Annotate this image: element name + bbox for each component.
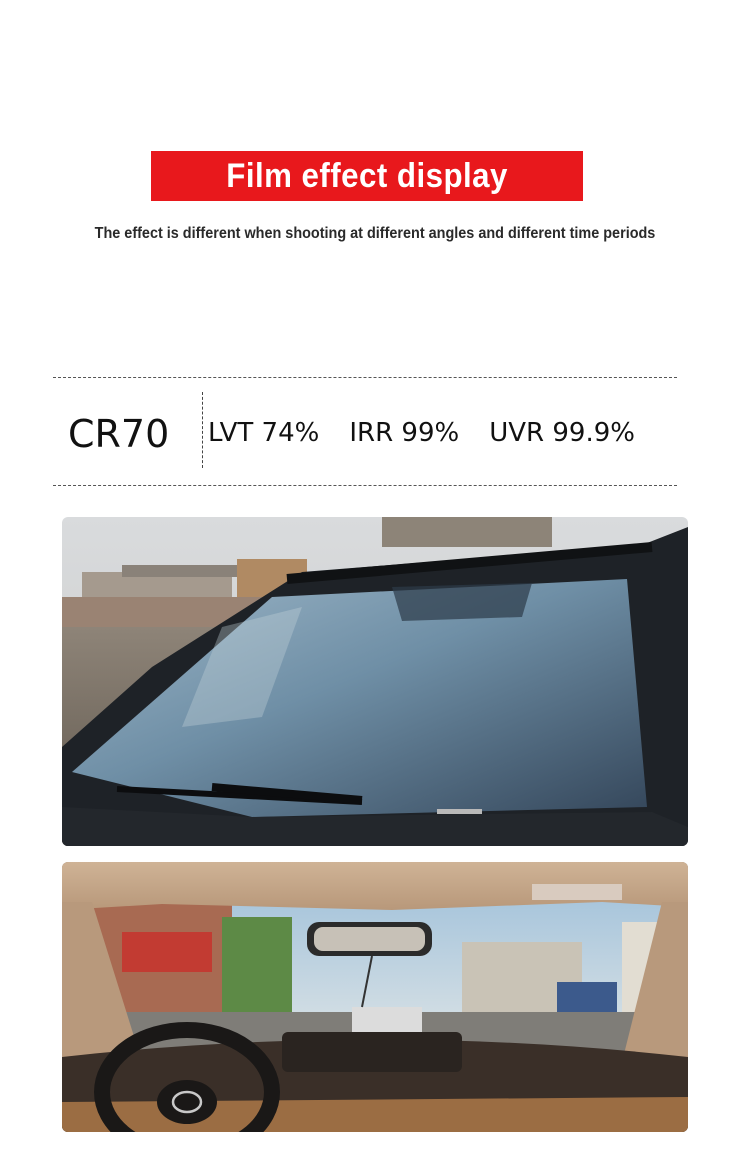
spec-uvr: UVR 99.9% — [489, 418, 635, 448]
title-banner — [151, 151, 583, 201]
title-text: Film effect display — [226, 156, 508, 195]
windshield-interior-photo — [62, 862, 688, 1132]
spec-list — [208, 415, 635, 451]
product-model: CR70 — [68, 412, 170, 456]
windshield-exterior-photo — [62, 517, 688, 846]
spec-lvt: LVT 74% — [208, 418, 320, 448]
divider-top — [53, 377, 677, 378]
divider-bottom — [53, 485, 677, 486]
spec-irr: IRR 99% — [349, 418, 460, 448]
subtitle: The effect is different when shooting at different angles and different time periods — [94, 225, 656, 242]
vertical-divider — [202, 392, 203, 468]
